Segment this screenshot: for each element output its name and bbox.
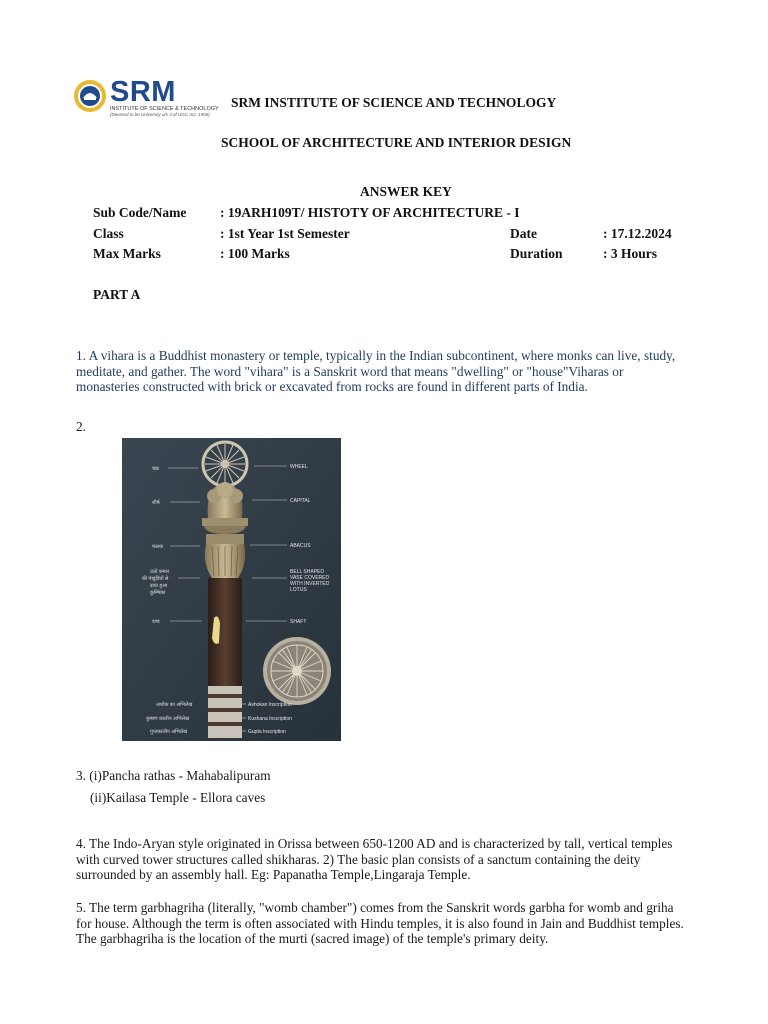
duration-label: Duration — [510, 246, 563, 261]
label-dev-gupta: गुप्तकालीन अभिलेख — [150, 729, 188, 735]
label-bell-3: WITH INVERTED — [290, 581, 330, 587]
answer-5 — [76, 900, 684, 947]
side-wheel — [263, 637, 331, 705]
institute-title: SRM INSTITUTE OF SCIENCE AND TECHNOLOGY — [231, 95, 557, 110]
answer-5-line: for house. Although the term is often associated with Hindu temples, it is also found in Jain and Buddhist temples. — [76, 915, 684, 931]
label-bell-2: VASE COVERED — [290, 575, 330, 581]
top-wheel — [203, 442, 247, 486]
max-marks-value: : 100 Marks — [220, 246, 290, 261]
answer-5-line: 5. The term garbhagriha (literally, "womb chamber") comes from the Sanskrit words garbha for womb and griha — [76, 900, 674, 915]
logo-text: SRM — [110, 76, 176, 108]
max-marks-label: Max Marks — [93, 246, 161, 261]
answer-1-line: 1. A vihara is a Buddhist monastery or temple, typically in the Indian subcontinent, where monks can live, study, — [76, 348, 676, 363]
label-ashokan-inscription: Ashokan Inscription — [248, 702, 292, 708]
duration-value: : 3 Hours — [603, 246, 657, 261]
document-title: ANSWER KEY — [360, 184, 452, 199]
answer-4-line: 4. The Indo-Aryan style originated in Orissa between 650-1200 AD and is characterized by tall, vertical temples — [76, 836, 673, 851]
answer-5-line: The garbhagriha is the location of the murti (sacred image) of the temple's primary deity. — [76, 931, 549, 946]
label-gupta-inscription: Gupta Inscription — [248, 729, 286, 735]
part-a-heading: PART A — [93, 287, 141, 302]
logo-tagline: (Deemed to be University u/s 3 of UGC Act, 1956) — [110, 112, 210, 117]
answer-1-line: monasteries constructed with brick or excavated from rocks are found in different parts of India. — [76, 379, 588, 394]
answer-1 — [76, 348, 675, 395]
answer-2-number: 2. — [76, 419, 86, 434]
srm-emblem-icon — [72, 78, 112, 118]
ashoka-pillar-diagram — [122, 438, 341, 741]
label-dev-kushana: कुषाण कालीन अभिलेख — [146, 716, 190, 722]
answer-4-line: with curved tower structures called shikharas. 2) The basic plan consists of a sanctum containing the deity — [76, 851, 641, 867]
label-dev-capital: शीर्ष — [152, 500, 160, 506]
label-dev-bell-2: की पंखुड़ियों से — [142, 576, 169, 582]
sub-code-value: : 19ARH109T/ HISTOTY OF ARCHITECTURE - I — [220, 205, 520, 220]
class-value: : 1st Year 1st Semester — [220, 226, 350, 241]
inscription-band — [208, 686, 242, 738]
date-value: : 17.12.2024 — [603, 226, 672, 241]
label-dev-bell-3: ढका हुआ — [150, 583, 168, 589]
label-dev-abacus: फलक — [152, 544, 164, 550]
label-dev-shaft: दण्ड — [152, 619, 160, 625]
answer-1-line: meditate, and gather. The word "vihara" is a Sanskrit word that means "dwelling" or "house"Viharas or — [76, 363, 624, 379]
label-dev-bell-1: उल्टे कमल — [150, 569, 170, 575]
label-shaft: SHAFT — [290, 619, 307, 625]
label-bell-1: BELL SHAPED — [290, 569, 324, 575]
answer-3-line-2: (ii)Kailasa Temple - Ellora caves — [90, 790, 266, 805]
abacus — [206, 534, 244, 544]
answer-4-line: surrounded by an assembly hall. Eg: Papanatha Temple,Lingaraja Temple. — [76, 867, 471, 882]
answer-4 — [76, 836, 672, 883]
label-dev-bell-4: कुम्भिका — [150, 590, 166, 596]
label-dev-ashokan: अशोक का अभिलेख — [156, 702, 193, 708]
ashoka-pillar-figure — [122, 438, 341, 741]
date-label: Date — [510, 226, 537, 241]
label-capital: CAPITAL — [290, 498, 311, 504]
answer-3-line-1: 3. (i)Pancha rathas - Mahabalipuram — [76, 768, 271, 783]
label-kushana-inscription: Kushana Inscription — [248, 716, 292, 722]
logo-subtitle: INSTITUTE OF SCIENCE & TECHNOLOGY — [110, 106, 219, 112]
label-wheel: WHEEL — [290, 464, 308, 470]
class-label: Class — [93, 226, 124, 241]
label-dev-wheel: चक्र — [152, 466, 160, 472]
label-bell-4: LOTUS — [290, 587, 307, 593]
sub-code-label: Sub Code/Name — [93, 205, 187, 220]
label-abacus: ABACUS — [290, 543, 311, 549]
school-title: SCHOOL OF ARCHITECTURE AND INTERIOR DESIGN — [221, 135, 572, 150]
